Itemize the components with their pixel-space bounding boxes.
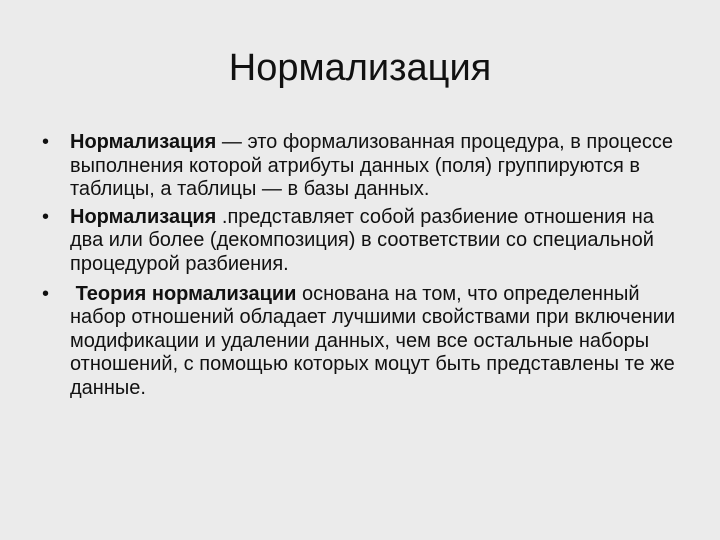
bullet-item [42,131,682,202]
bullet-item [42,206,682,277]
bullet-text: .представляет собой разбиение отношения на два или более (декомпозиция) в соответствии со специальной процедурой разбиения. [70,205,654,275]
bullet-icon: • [42,205,50,228]
bullet-term: Нормализация [70,131,217,153]
bullet-icon: • [42,131,50,153]
bullet-term: Теория нормализации [75,282,297,305]
bullet-text: — это формализованная процедура, в процессе выполнения которой атрибуты данных (поля) группируются в таблицы, а таблицы — в базы данных. [70,131,673,201]
bullet-item [42,283,682,401]
bullet-list [42,131,682,401]
bullet-text: основана на том, что определенный набор отношений обладает лучшими свойствами при включении модификации и удалении данных, чем все остальные наборы отношений, с помощью которых моцут быть представлены те же данные. [70,282,676,399]
slide-title: Нормализация [228,47,492,89]
bullet-term: Нормализация [70,205,217,228]
bullet-icon: • [42,282,50,305]
